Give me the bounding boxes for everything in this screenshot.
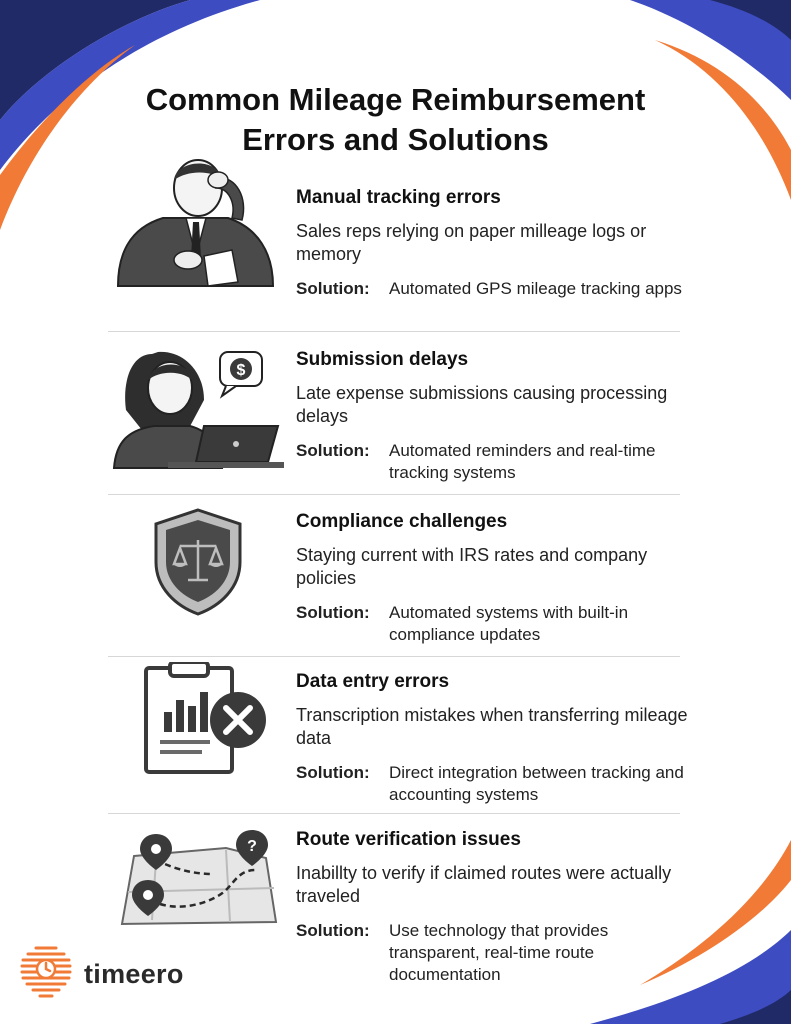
list-item bbox=[108, 186, 680, 326]
divider bbox=[108, 494, 680, 495]
solution-label: Solution: bbox=[296, 763, 370, 782]
brand-name: timeero bbox=[84, 958, 184, 989]
page-title bbox=[0, 80, 791, 160]
svg-text:$: $ bbox=[236, 362, 246, 379]
timeero-logo bbox=[18, 942, 184, 1006]
solution-label: Solution: bbox=[296, 921, 370, 940]
clipboard-error-icon bbox=[140, 662, 270, 777]
item-description: Sales reps relying on paper milleage logs or memory bbox=[296, 221, 647, 264]
solution-text: Automated reminders and real-time tracking systems bbox=[389, 441, 656, 482]
svg-text:?: ? bbox=[247, 838, 257, 855]
stressed-man-icon bbox=[108, 158, 280, 288]
solution-text: Direct integration between tracking and accounting systems bbox=[389, 763, 684, 804]
divider bbox=[108, 656, 680, 657]
clock-pin-icon bbox=[18, 942, 74, 1006]
woman-laptop-icon bbox=[108, 340, 288, 470]
solution-text: Automated GPS mileage tracking apps bbox=[389, 279, 682, 298]
item-description: Inabillty to verify if claimed routes were actually traveled bbox=[296, 863, 672, 906]
item-heading: Data entry errors bbox=[296, 671, 450, 692]
list-item bbox=[108, 510, 680, 650]
divider bbox=[108, 331, 680, 332]
list-item bbox=[108, 670, 688, 810]
item-description: Late expense submissions causing processing delays bbox=[296, 383, 668, 426]
list-item bbox=[108, 348, 680, 488]
item-solution bbox=[296, 602, 696, 646]
item-heading: Compliance challenges bbox=[296, 511, 508, 532]
item-solution bbox=[296, 762, 696, 806]
solution-text: Automated systems with built-in compliance updates bbox=[389, 603, 629, 644]
solution-text: Use technology that provides transparent, real-time route documentation bbox=[389, 921, 609, 984]
shield-scales-icon bbox=[148, 506, 248, 618]
solution-label: Solution: bbox=[296, 441, 370, 460]
item-solution bbox=[296, 278, 696, 300]
map-route-icon bbox=[116, 830, 278, 930]
item-heading: Submission delays bbox=[296, 349, 469, 370]
solution-label: Solution: bbox=[296, 603, 370, 622]
solution-label: Solution: bbox=[296, 279, 370, 298]
item-solution bbox=[296, 920, 696, 986]
item-heading: Route verification issues bbox=[296, 829, 521, 850]
title-line-1: Common Mileage Reimbursement bbox=[145, 82, 646, 117]
item-heading: Manual tracking errors bbox=[296, 187, 501, 208]
item-description: Staying current with IRS rates and company policies bbox=[296, 545, 648, 588]
item-description: Transcription mistakes when transferring mileage data bbox=[296, 705, 688, 748]
title-line-2: Errors and Solutions bbox=[242, 122, 549, 157]
item-solution bbox=[296, 440, 696, 484]
divider bbox=[108, 813, 680, 814]
